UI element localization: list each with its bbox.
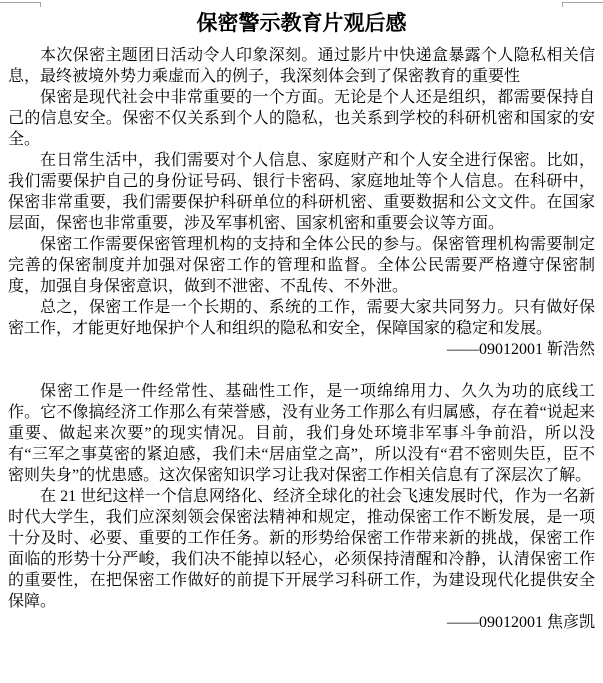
essay2-signature: ——09012001 焦彦凯 — [446, 614, 595, 631]
essay2-paragraph-1: 保密工作是一件经常性、基础性工作，是一项绵绵用力、久久为功的底线工作。它不像搞经济工作那么有荣誉感，没有业务工作那么有归属感，存在着“说起来重要、做起来次要”的现实情况。目前，我们身处环境非军事斗争前沿，所以没有“三军之事莫密的紧迫感，我们未“居庙堂之高”，所以没有“君不密则失臣，臣不密则失身”的忧患感。这次保密知识学习让我对保密工作相关信息有了深层次了解。 — [8, 383, 595, 484]
page-corner-mark-left — [0, 2, 41, 8]
essay1-paragraph-5: 总之，保密工作是一个长期的、系统的工作，需要大家共同努力。只有做好保密工作，才能更好地保护个人和组织的隐私和安全，保障国家的稳定和发展。 — [8, 299, 595, 337]
essay1-paragraph-4: 保密工作需要保密管理机构的支持和全体公民的参与。保密管理机构需要制定完善的保密制度并加强对保密工作的管理和监督。全体公民需要严格遵守保密制度，加强自身保密意识，做到不泄密、不乱传、不外泄。 — [8, 236, 595, 295]
page-corner-mark-right — [562, 2, 603, 8]
essay2-paragraph-2: 在 21 世纪这样一个信息网络化、经济全球化的社会飞速发展时代，作为一名新时代大学生，我们应深刻领会保密法精神和规定，推动保密工作不断发展，是一项十分及时、必要、重要的工作任务。新的形势给保密工作带来新的挑战，保密工作面临的形势十分严峻，我们决不能掉以轻心，必须保持清醒和冷静，认清保密工作的重要性，在把保密工作做好的前提下开展学习科研工作，为建设现代化提供安全保障。 — [8, 488, 595, 610]
essay1-paragraph-1: 本次保密主题团日活动令人印象深刻。通过影片中快递盒暴露个人隐私相关信息，最终被境外势力乘虚而入的例子，我深刻体会到了保密教育的重要性 — [8, 47, 595, 85]
essay1-paragraph-2: 保密是现代社会中非常重要的一个方面。无论是个人还是组织，都需要保持自己的信息安全。保密不仅关系到个人的隐私，也关系到学校的科研机密和国家的安全。 — [8, 89, 595, 148]
essay1-signature: ——09012001 靳浩然 — [446, 341, 595, 358]
document-title: 保密警示教育片观后感 — [196, 11, 407, 35]
essay1-paragraph-3: 在日常生活中，我们需要对个人信息、家庭财产和个人安全进行保密。比如，我们需要保护自己的身份证号码、银行卡密码、家庭地址等个人信息。在科研中，保密非常重要，我们需要保护科研单位的科研机密、重要数据和公文文件。在国家层面，保密也非常重要，涉及军事机密、国家机密和重要会议等方面。 — [8, 152, 595, 232]
blank-line-separator — [8, 360, 595, 381]
